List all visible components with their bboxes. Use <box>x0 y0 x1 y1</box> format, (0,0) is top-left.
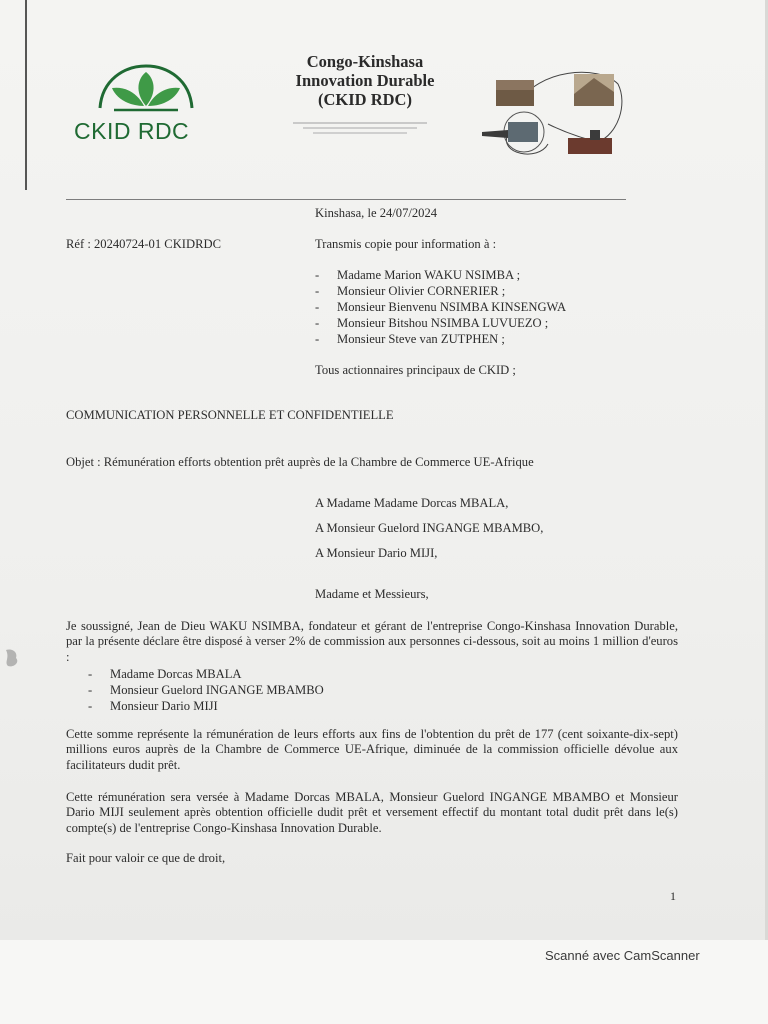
list-item: - Madame Marion WAKU NSIMBA ; <box>315 268 521 282</box>
paragraph-conditions: Cette rémunération sera versée à Madame Dorcas MBALA, Monsieur Guelord INGANGE MBAMBO et Monsieur Dario MIJI seulement après obtention officielle dudit prêt et versement effectif du montant total dudit prêt dans le(s) compte(s) de l'entreprise Congo-Kinshasa Innovation Durable. <box>66 790 678 835</box>
salutation: Madame et Messieurs, <box>315 587 429 601</box>
list-item: - Madame Dorcas MBALA <box>88 667 242 681</box>
place-date: Kinshasa, le 24/07/2024 <box>315 206 438 220</box>
confidential-heading: COMMUNICATION PERSONNELLE ET CONFIDENTIELLE <box>66 408 394 422</box>
list-item: - Monsieur Olivier CORNERIER ; <box>315 284 506 298</box>
addressee: A Monsieur Guelord INGANGE MBAMBO, <box>315 521 544 535</box>
company-logo <box>72 62 220 144</box>
header-divider <box>66 199 626 200</box>
ink-smudge <box>2 646 22 670</box>
logo-text: CKID RDC <box>74 118 190 144</box>
company-name <box>270 52 460 109</box>
addressee: A Madame Madame Dorcas MBALA, <box>315 496 509 510</box>
beneficiary: Monsieur Guelord INGANGE MBAMBO <box>110 683 324 697</box>
scanner-watermark: Scanné avec CamScanner <box>545 948 700 963</box>
beneficiary: Madame Dorcas MBALA <box>110 667 242 681</box>
copy-recipient: Monsieur Steve van ZUTPHEN ; <box>337 332 505 346</box>
reference: Réf : 20240724-01 CKIDRDC <box>66 237 221 251</box>
copy-recipient: Monsieur Bitshou NSIMBA LUVUEZO ; <box>337 316 549 330</box>
leaf-icon <box>94 62 198 118</box>
company-name-line1: Congo-Kinshasa <box>306 52 424 71</box>
photo-equipment <box>568 138 612 154</box>
photo-collage <box>478 64 628 164</box>
company-name-line2: Innovation Durable <box>295 71 435 90</box>
scan-left-edge <box>25 0 27 190</box>
list-item: - Monsieur Steve van ZUTPHEN ; <box>315 332 505 346</box>
page-number: 1 <box>670 889 676 903</box>
list-item: - Monsieur Bitshou NSIMBA LUVUEZO ; <box>315 316 549 330</box>
list-item: - Monsieur Dario MIJI <box>88 699 218 713</box>
paragraph-commitment: Je soussigné, Jean de Dieu WAKU NSIMBA, fondateur et gérant de l'entreprise Congo-Kinshasa Innovation Durable, par la présente déclare être disposé à verser 2% de commission aux personnes ci-dessous, soit au moins 1 million d'euros : <box>66 619 678 664</box>
list-item: - Monsieur Guelord INGANGE MBAMBO <box>88 683 324 697</box>
copy-intro: Transmis copie pour information à : <box>315 237 497 251</box>
subject-line: Objet : Rémunération efforts obtention prêt auprès de la Chambre de Commerce UE-Afrique <box>66 455 534 469</box>
copy-recipient: Monsieur Olivier CORNERIER ; <box>337 284 506 298</box>
shareholders-line: Tous actionnaires principaux de CKID ; <box>315 363 516 377</box>
paragraph-amount: Cette somme représente la rémunération de leurs efforts aux fins de l'obtention du prêt de 177 (cent soixante-dix-sept) millions euros auprès de la Chambre de Commerce UE-Afrique, diminuée de la commission officielle dévolue aux facilitateurs dudit prêt. <box>66 727 678 772</box>
copy-recipient: Madame Marion WAKU NSIMBA ; <box>337 268 521 282</box>
addressee: A Monsieur Dario MIJI, <box>315 546 438 560</box>
closing-line: Fait pour valoir ce que de droit, <box>66 851 226 865</box>
copy-recipient: Monsieur Bienvenu NSIMBA KINSENGWA <box>337 300 567 314</box>
company-name-line3: (CKID RDC) <box>318 90 412 109</box>
beneficiary: Monsieur Dario MIJI <box>110 699 218 713</box>
list-item: - Monsieur Bienvenu NSIMBA KINSENGWA <box>315 300 567 314</box>
registration-details-blurred <box>285 119 435 137</box>
